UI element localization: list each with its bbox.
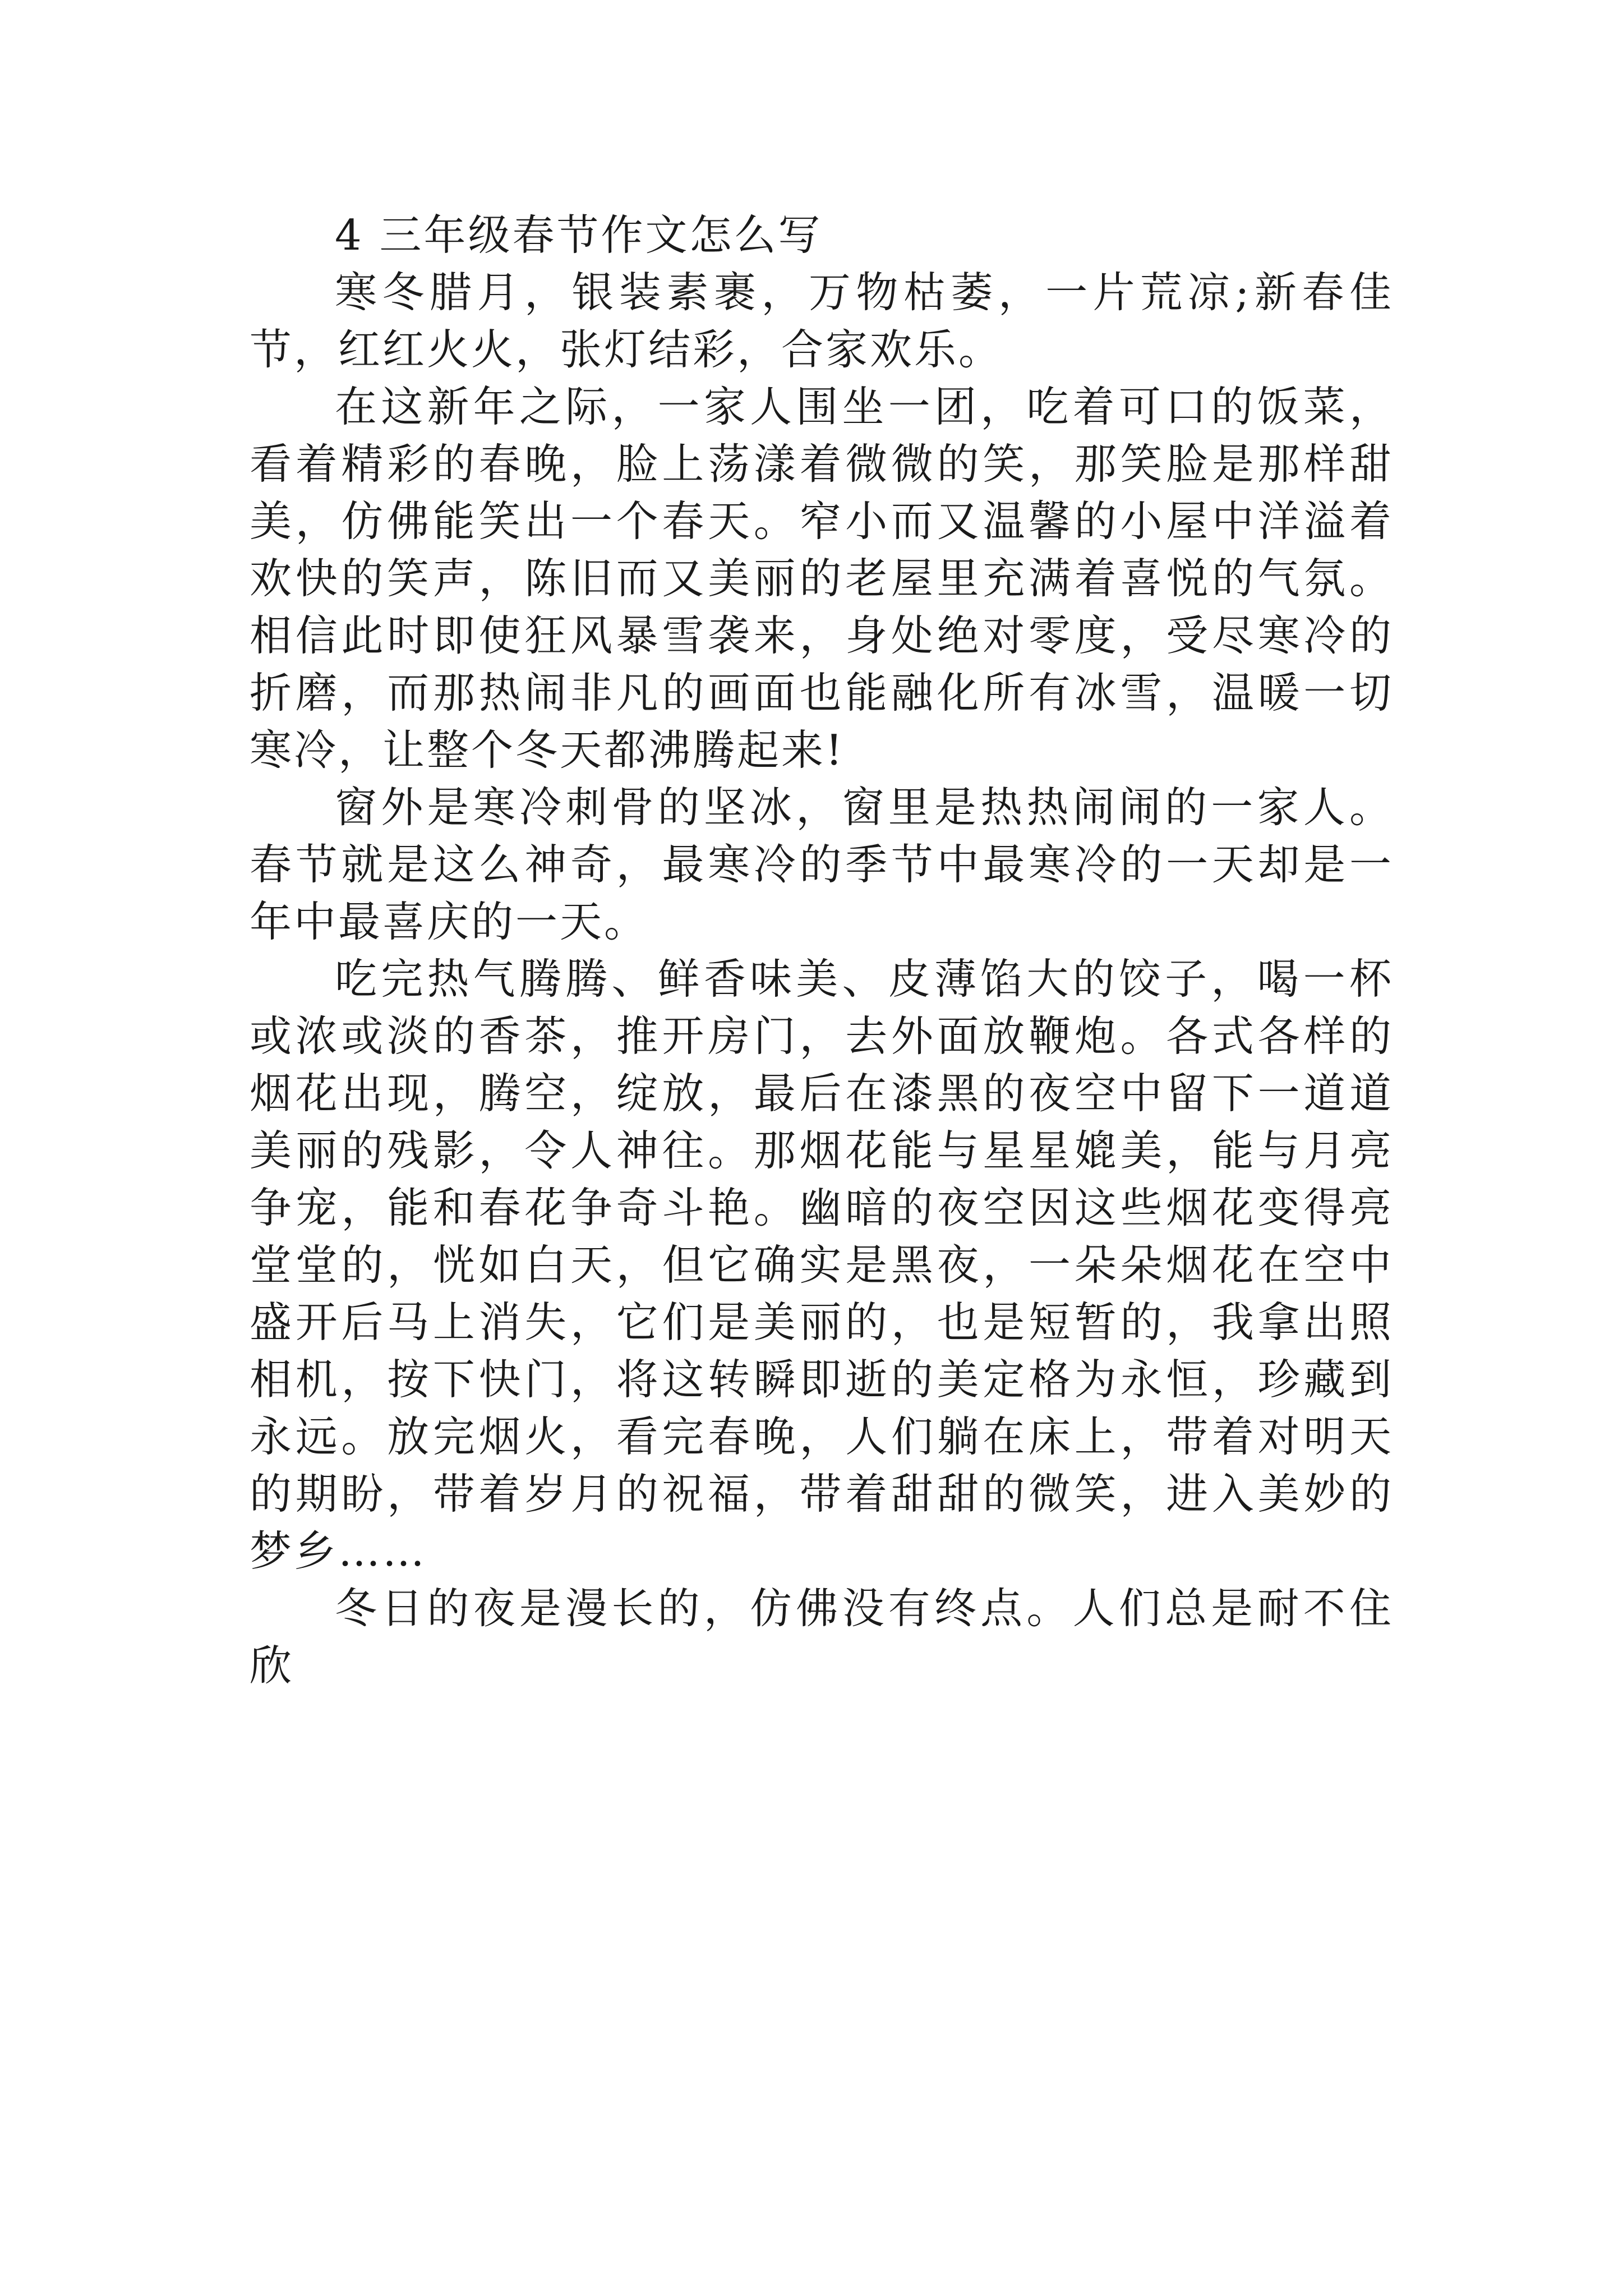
paragraph-5: 冬日的夜是漫长的，仿佛没有终点。人们总是耐不住欣 bbox=[250, 1584, 1394, 1690]
paragraph-4: 吃完热气腾腾、鲜香味美、皮薄馅大的饺子，喝一杯或浓或淡的香茶，推开房门，去外面放鞭炮。各式各样的烟花出现，腾空，绽放，最后在漆黑的夜空中留下一道道美丽的残影，令人神往。那烟花能与星星媲美，能与月亮争宠，能和春花争奇斗艳。幽暗的夜空因这些烟花变得亮堂堂的，恍如白天，但它确实是黑夜，一朵朵烟花在空中盛开后马上消失，它们是美丽的，也是短暂的，我拿出照相机，按下快门，将这转瞬即逝的美定格为永恒，珍藏到永远。放完烟火，看完春晚，人们躺在床上，带着对明天的期盼，带着岁月的祝福，带着甜甜的微笑，进入美妙的梦乡…… bbox=[250, 954, 1394, 1576]
body-text bbox=[250, 206, 1394, 1694]
paragraph-3: 窗外是寒冷刺骨的坚冰，窗里是热热闹闹的一家人。春节就是这么神奇，最寒冷的季节中最寒冷的一天却是一年中最喜庆的一天。 bbox=[250, 783, 1394, 946]
section-heading: 4 三年级春节作文怎么写 bbox=[335, 210, 823, 260]
paragraph-2: 在这新年之际，一家人围坐一团，吃着可口的饭菜，看着精彩的春晚，脸上荡漾着微微的笑，那笑脸是那样甜美，仿佛能笑出一个春天。窄小而又温馨的小屋中洋溢着欢快的笑声，陈旧而又美丽的老屋里充满着喜悦的气氛。相信此时即使狂风暴雪袭来，身处绝对零度，受尽寒冷的折磨，而那热闹非凡的画面也能融化所有冰雪，温暖一切寒冷，让整个冬天都沸腾起来! bbox=[250, 382, 1394, 775]
paragraph-1: 寒冬腊月，银装素裹，万物枯萎，一片荒凉;新春佳节，红红火火，张灯结彩，合家欢乐。 bbox=[250, 268, 1394, 374]
